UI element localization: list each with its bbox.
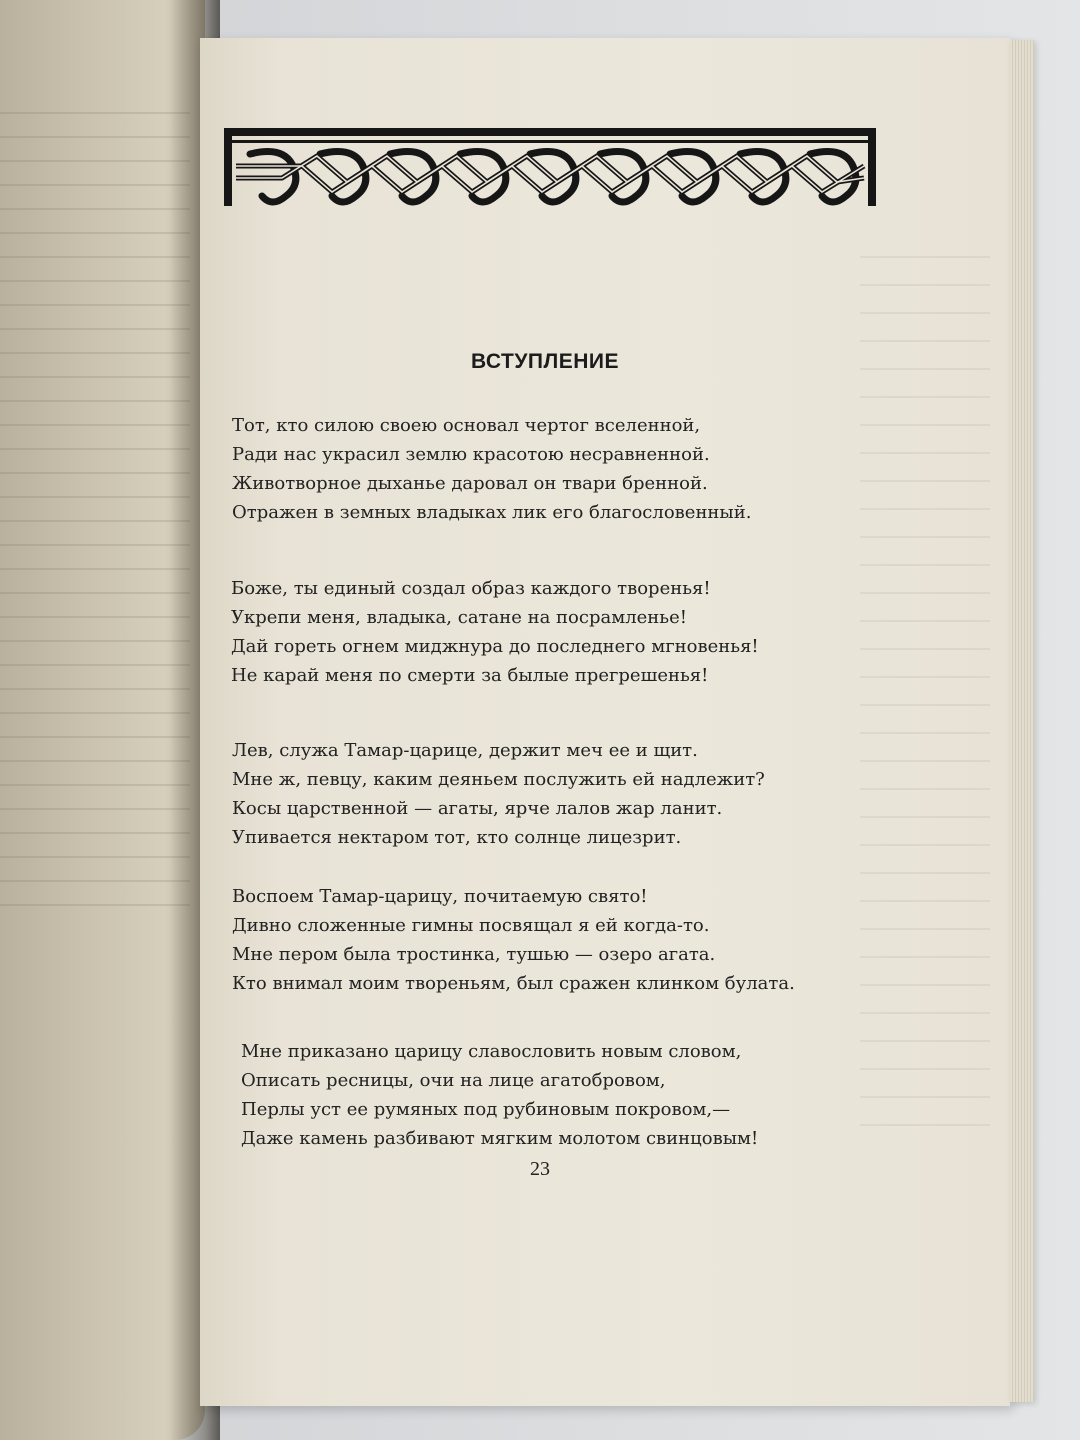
page-edges [1010, 40, 1034, 1402]
verse-line: Боже, ты единый создал образ каждого творенья! [231, 578, 711, 599]
stanza-4 [232, 882, 795, 998]
left-page-faded-text [0, 90, 190, 910]
verse-line: Воспоем Тамар-царицу, почитаемую свято! [232, 886, 648, 907]
verse-line: Отражен в земных владыках лик его благословенный. [232, 502, 752, 523]
verse-line: Мне пером была тростинка, тушью — озеро агата. [232, 944, 716, 965]
verse-line: Ради нас украсил землю красотою несравненной. [232, 444, 710, 465]
verse-line: Животворное дыханье даровал он твари бренной. [232, 473, 708, 494]
verse-line: Упивается нектаром тот, кто солнце лицезрит. [232, 827, 682, 848]
stanza-2 [231, 574, 759, 690]
verse-line: Лев, служа Тамар-царице, держит меч ее и щит. [232, 740, 698, 761]
stanza-1 [232, 411, 751, 527]
verse-line: Не карай меня по смерти за былые прегрешенья! [231, 665, 709, 686]
verse-line: Дивно сложенные гимны посвящал я ей когда-то. [232, 915, 710, 936]
verse-line: Косы царственной — агаты, ярче лалов жар ланит. [232, 798, 723, 819]
verse-line: Тот, кто силою своею основал чертог вселенной, [232, 415, 701, 436]
stanza-5 [241, 1037, 758, 1153]
page-number: 23 [530, 1158, 550, 1180]
verse-line: Мне приказано царицу славословить новым словом, [241, 1041, 742, 1062]
verse-line: Укрепи меня, владыка, сатане на посрамленье! [231, 607, 687, 628]
stanza-3 [232, 736, 765, 852]
section-heading: ВСТУПЛЕНИЕ [470, 350, 619, 373]
verse-line: Перлы уст ее румяных под рубиновым покровом,— [241, 1099, 731, 1120]
verse-line: Кто внимал моим твореньям, был сражен клинком булата. [232, 973, 795, 994]
verse-line: Описать ресницы, очи на лице агатобровом, [241, 1070, 666, 1091]
interlace-ornament-icon [222, 126, 878, 218]
verse-line: Дай гореть огнем миджнура до последнего мгновенья! [231, 636, 759, 657]
verse-line: Мне ж, певцу, каким деяньем послужить ей надлежит? [232, 769, 765, 790]
verse-line: Даже камень разбивают мягким молотом свинцовым! [241, 1128, 759, 1149]
